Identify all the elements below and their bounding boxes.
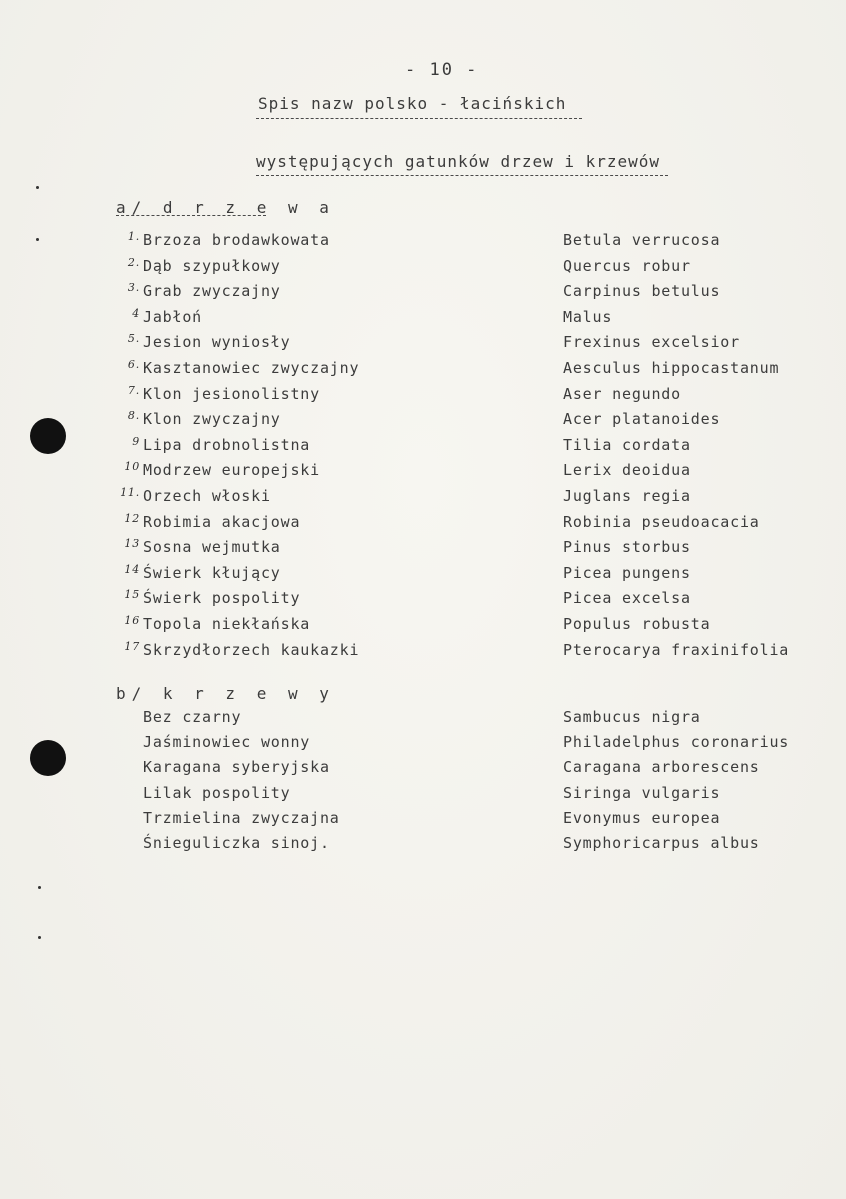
polish-name: Jabłoń [143,307,202,326]
item-number: 9 [132,434,140,448]
latin-name: Carpinus betulus [563,282,721,301]
list-item [0,809,846,834]
item-number: 3. [127,281,140,295]
latin-name: Robinia pseudoacacia [563,512,760,531]
list-item [0,589,846,614]
list-item [0,708,846,733]
title-line-2-underline [256,175,668,176]
polish-name: Śnieguliczka sinoj. [143,834,330,852]
polish-name: Jaśminowiec wonny [143,733,311,752]
latin-name: Malus [563,307,613,326]
title-line-1: Spis nazw polsko - łacińskich [258,94,567,113]
polish-name: Topola niekłańska [143,615,311,633]
polish-name: Grab zwyczajny [143,282,281,301]
paper-speck [38,886,41,889]
list-item [0,641,846,666]
list-item [0,733,846,758]
section-trees-heading-underline [116,215,266,216]
polish-name: Świerk kłujący [143,563,281,582]
item-number: 4 [132,306,140,320]
item-number: 10 [124,460,140,474]
title-line-2: występujących gatunków drzew i krzewów [256,152,661,171]
list-item [0,385,846,410]
item-number: 15 [124,588,140,602]
item-number: 16 [124,614,140,627]
latin-name: Aser negundo [563,384,681,403]
list-item [0,784,846,809]
polish-name: Modrzew europejski [143,461,320,480]
list-item [0,436,846,461]
list-item [0,308,846,333]
latin-name: Betula verrucosa [563,231,721,249]
polish-name: Klon zwyczajny [143,410,281,429]
item-number: 17 [124,639,140,653]
polish-name: Klon jesionolistny [143,384,320,403]
latin-name: Siringa vulgaris [563,783,721,802]
polish-name: Świerk pospolity [143,589,301,608]
list-item [0,538,846,563]
polish-name: Sosna wejmutka [143,538,281,557]
item-number: 11. [120,486,140,499]
latin-name: Juglans regia [563,487,691,505]
polish-name: Orzech włoski [143,487,271,505]
latin-name: Pinus storbus [563,538,691,557]
list-item [0,487,846,512]
latin-name: Symphoricarpus albus [563,834,760,852]
latin-name: Quercus robur [563,256,691,275]
item-number: 6. [127,358,140,371]
latin-name: Acer platanoides [563,410,721,429]
polish-name: Trzmielina zwyczajna [143,808,340,827]
paper-speck [36,238,39,241]
paper-speck [38,936,41,939]
latin-name: Frexinus excelsior [563,333,740,352]
item-number: 1. [127,230,140,243]
list-item [0,333,846,358]
item-number: 2. [127,255,140,269]
item-number: 14 [124,562,140,576]
punch-hole [30,418,66,454]
list-item [0,461,846,486]
list-item [0,359,846,384]
polish-name: Karagana syberyjska [143,758,330,777]
polish-name: Dąb szypułkowy [143,256,281,275]
item-number: 13 [124,537,140,551]
list-item [0,231,846,256]
list-item [0,513,846,538]
item-number: 12 [124,511,140,525]
section-trees-heading: a/ d r z e w a [116,198,335,217]
polish-name: Jesion wyniosły [143,333,291,352]
latin-name: Aesculus hippocastanum [563,359,780,377]
list-item [0,758,846,783]
paper-speck [36,186,39,189]
list-item [0,834,846,859]
latin-name: Tilia cordata [563,435,691,454]
latin-name: Sambucus nigra [563,708,701,726]
list-item [0,282,846,307]
latin-name: Caragana arborescens [563,758,760,777]
list-item [0,257,846,282]
latin-name: Pterocarya fraxinifolia [563,640,790,659]
polish-name: Brzoza brodawkowata [143,231,330,249]
latin-name: Picea pungens [563,563,691,582]
latin-name: Evonymus europea [563,808,721,827]
punch-hole [30,740,66,776]
list-item [0,564,846,589]
item-number: 5. [127,332,140,346]
polish-name: Lipa drobnolistna [143,435,311,454]
polish-name: Bez czarny [143,708,242,726]
list-item [0,615,846,640]
title-line-1-underline [256,118,582,119]
page-number: - 10 - [405,60,479,80]
latin-name: Lerix deoidua [563,461,691,480]
polish-name: Skrzydłorzech kaukazki [143,640,360,659]
item-number: 8. [127,409,140,423]
latin-name: Populus robusta [563,615,711,633]
polish-name: Robimia akacjowa [143,512,301,531]
section-shrubs-heading: b/ k r z e w y [116,684,335,703]
polish-name: Kasztanowiec zwyczajny [143,359,360,377]
list-item [0,410,846,435]
item-number: 7. [127,383,140,397]
latin-name: Philadelphus coronarius [563,733,790,752]
polish-name: Lilak pospolity [143,783,291,802]
latin-name: Picea excelsa [563,589,691,608]
